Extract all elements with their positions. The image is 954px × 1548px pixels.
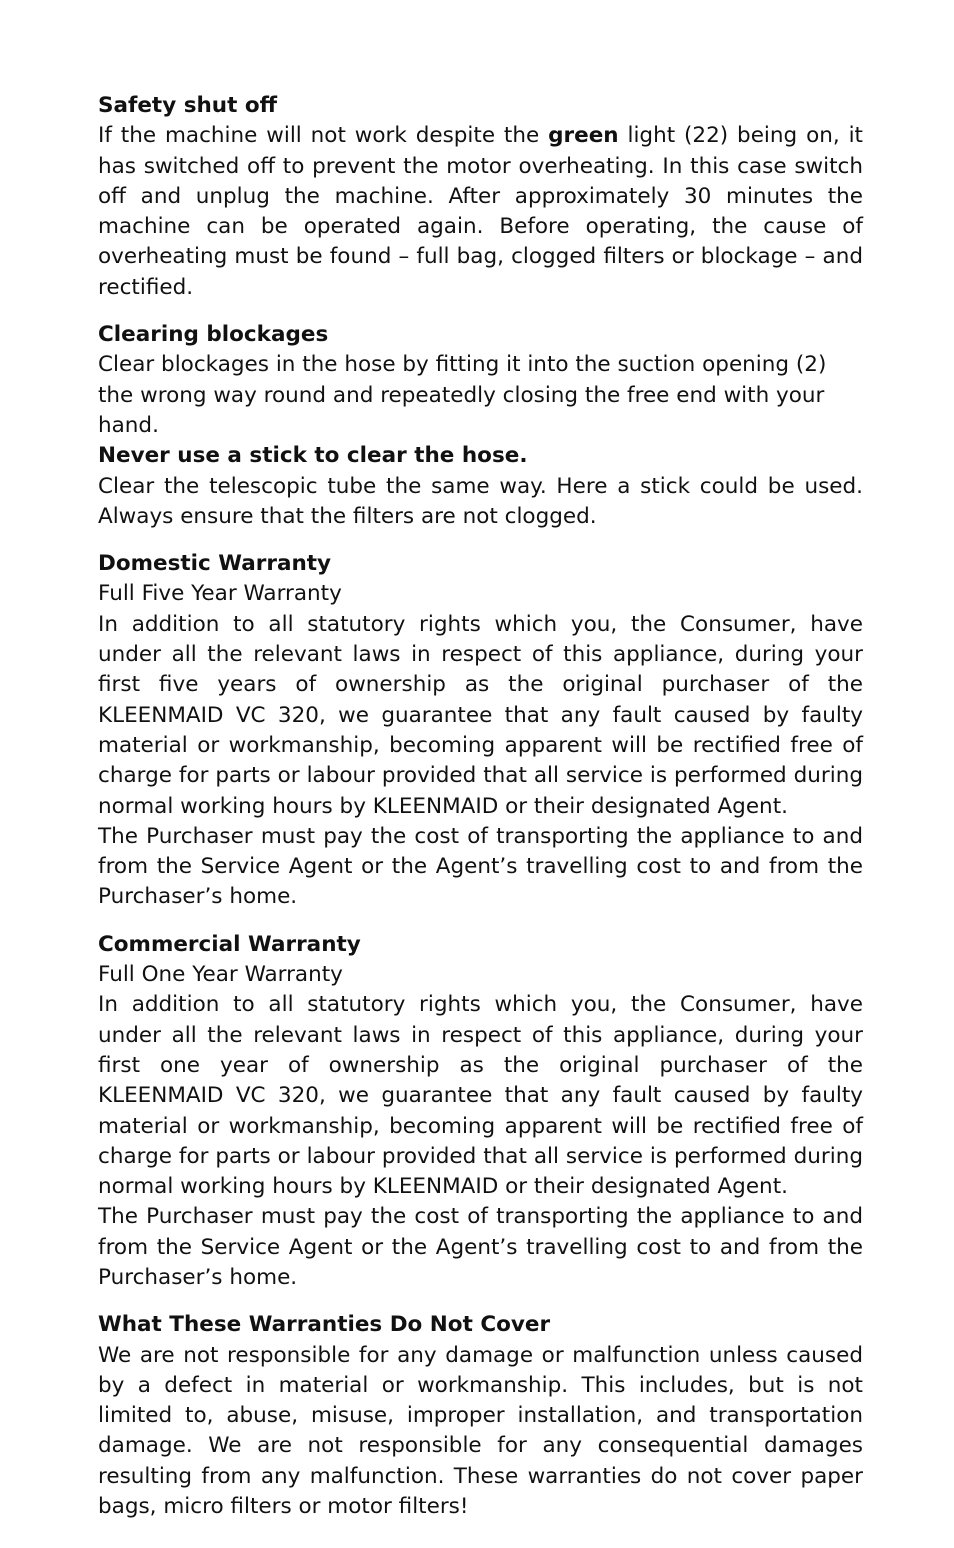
text-span: light (22) being on, it has switched off to prevent the motor overheating. In this case switch off and unplug the machine. After approximately 30 minutes the machine can be operated again. Before operating, the cause of overheating must be found – full bag, clogged filters or blockage – and rectified. xyxy=(98,123,863,300)
heading-domestic-warranty: Domestic Warranty xyxy=(98,551,332,577)
bold-green-word: green xyxy=(548,123,619,149)
paragraph-exclusions: We are not responsible for any damage or malfunction unless caused by a defect in material or workmanship. This includes, but is not limited to, abuse, misuse, improper installation, and transportation damage. We are not responsible for any consequential damages resulting from any malfunction. These warranties do not cover paper bags, micro filters or motor filters! xyxy=(98,1342,863,1520)
heading-exclusions: What These Warranties Do Not Cover xyxy=(98,1312,551,1338)
heading-commercial-warranty: Commercial Warranty xyxy=(98,931,361,957)
paragraph-commercial-terms: In addition to all statutory rights which you, the Consumer, have under all the relevant laws in respect of this appliance, during your first one year of ownership as the original purchaser of the KLEENMAID VC 320, we guarantee that any fault caused by faulty material or workmanship, becoming apparent will be rectified free of charge for parts or labour provided that all service is performed during normal working hours by KLEENMAID or their designated Agent. xyxy=(98,992,863,1200)
section-domestic-warranty xyxy=(98,549,863,913)
section-exclusions xyxy=(98,1310,863,1522)
subheading-commercial-warranty: Full One Year Warranty xyxy=(98,962,343,988)
section-commercial-warranty xyxy=(98,930,863,1294)
paragraph-safety-shut-off xyxy=(98,121,863,303)
paragraph-domestic-transport: The Purchaser must pay the cost of transporting the appliance to and from the Service Agent or the Agent’s travelling cost to and from the Purchaser’s home. xyxy=(98,823,863,910)
paragraph-commercial-transport: The Purchaser must pay the cost of transporting the appliance to and from the Service Agent or the Agent’s travelling cost to and from the Purchaser’s home. xyxy=(98,1204,863,1290)
section-safety-shut-off xyxy=(98,91,863,303)
paragraph-telescopic-tube: Clear the telescopic tube the same way. Here a stick could be used. Always ensure that the filters are not clogged. xyxy=(98,473,863,529)
text-span: If the machine will not work despite the xyxy=(98,123,549,149)
heading-safety-shut-off: Safety shut off xyxy=(98,93,278,118)
heading-clearing-blockages: Clearing blockages xyxy=(98,322,329,348)
warning-stick: Never use a stick to clear the hose. xyxy=(98,443,528,469)
section-clearing-blockages xyxy=(98,320,863,532)
paragraph-hose-blockage: Clear blockages in the hose by fitting it into the suction opening (2) the wrong way round and repeatedly closing the free end with your hand. xyxy=(98,352,827,438)
document-page xyxy=(98,91,863,1539)
subheading-domestic-warranty: Full Five Year Warranty xyxy=(98,581,342,607)
paragraph-domestic-terms: In addition to all statutory rights which you, the Consumer, have under all the relevant laws in respect of this appliance, during your first five years of ownership as the original purchaser of the KLEENMAID VC 320, we guarantee that any fault caused by faulty material or workmanship, becoming apparent will be rectified free of charge for parts or labour provided that all service is performed during normal working hours by KLEENMAID or their designated Agent. xyxy=(98,611,863,819)
